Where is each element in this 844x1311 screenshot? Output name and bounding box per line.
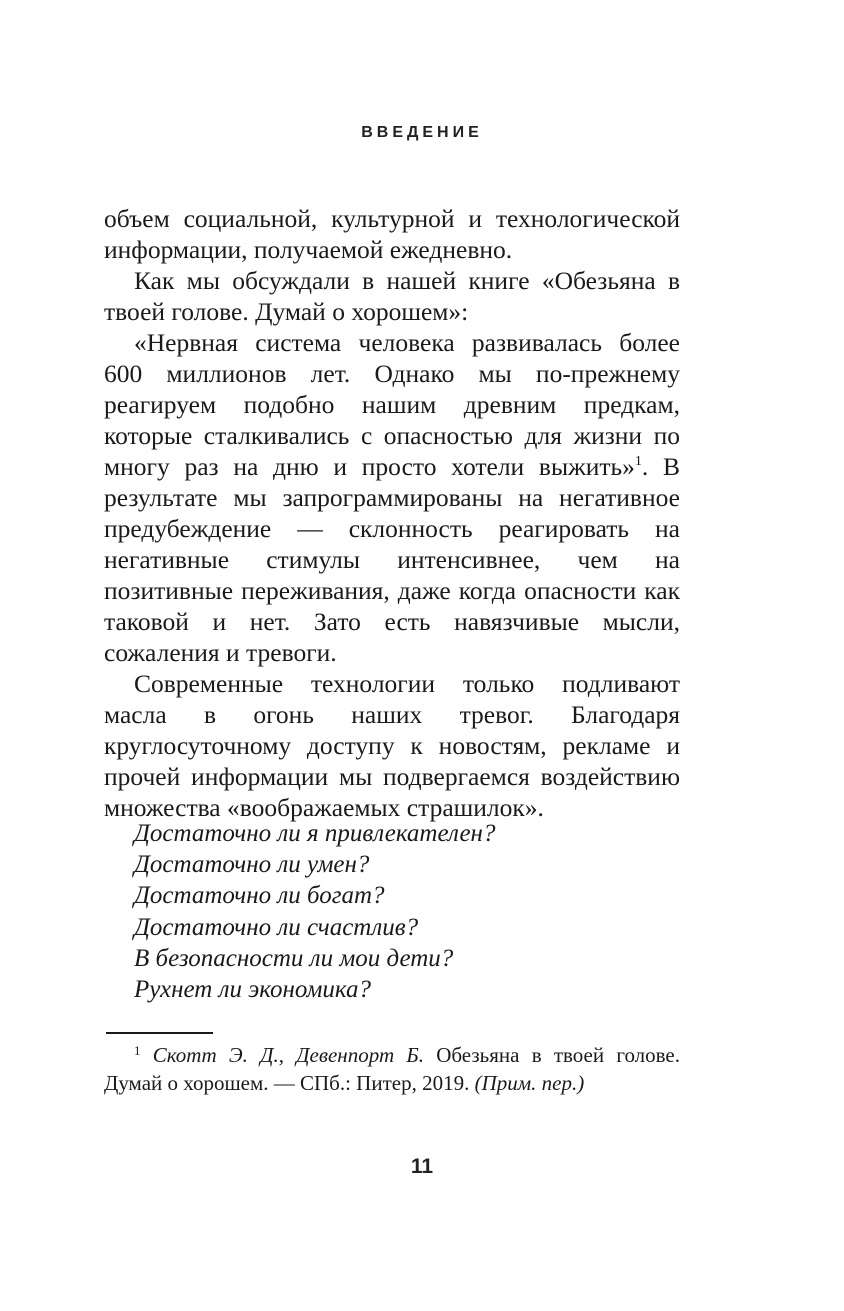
page-number: 11 [410,1155,434,1178]
running-head: ВВЕДЕНИЕ [361,124,483,141]
quote-text: «Нервная система человека развивалась более 600 миллионов лет. Однако мы по-прежнему реагируем подобно нашим древним предкам, которые сталкивались с опасностью для жизни по многу раз на дню и просто хотели выжить» [104,328,680,481]
question-item: Достаточно ли я привлекателен? [134,820,496,847]
question-item: В безопасности ли мои дети? [134,944,454,972]
footnote-authors: Скотт Э. Д., Девенпорт Б. [152,1043,424,1067]
footnote-text: Обезьяна в твоей голове. Думай о хорошем. — СПб.: Питер, 2019. [104,1043,681,1095]
footnote-translator-note: (Прим. пер.) [474,1071,585,1095]
footnote-mark: 1 [134,1043,141,1058]
footnote-reference[interactable]: 1 [634,454,642,469]
question-item: Достаточно ли счастлив? [134,913,419,941]
paragraph-4: Современные технологии только подливают масла в огонь наших тревог. Благодаря круглосуточному доступу к новостям, рекламе и прочей информации мы подвергаемся воздействию множества «воображаемых страшилок». [104,669,680,822]
paragraph-3 [104,327,680,668]
footnote [104,1041,680,1097]
paragraph-2: Как мы обсуждали в нашей книге «Обезьяна в твоей голове. Думай о хорошем»: [104,266,680,326]
footnote-divider [106,1032,213,1034]
question-item: Достаточно ли богат? [134,882,385,910]
paragraph-1: объем социальной, культурной и технологической информации, получаемой ежедневно. [104,204,680,264]
body-text [104,203,680,823]
paragraph-3-continuation: . В результате мы запрограммированы на негативное предубеждение — склонность реагировать на негативные стимулы интенсивнее, чем на позитивные переживания, даже когда опасности как таковой и нет. Зато есть навязчивые мысли, сожаления и тревоги. [104,452,680,667]
question-list [134,818,694,1005]
question-item: Достаточно ли умен? [134,851,370,879]
question-item: Рухнет ли экономика? [134,976,371,1004]
